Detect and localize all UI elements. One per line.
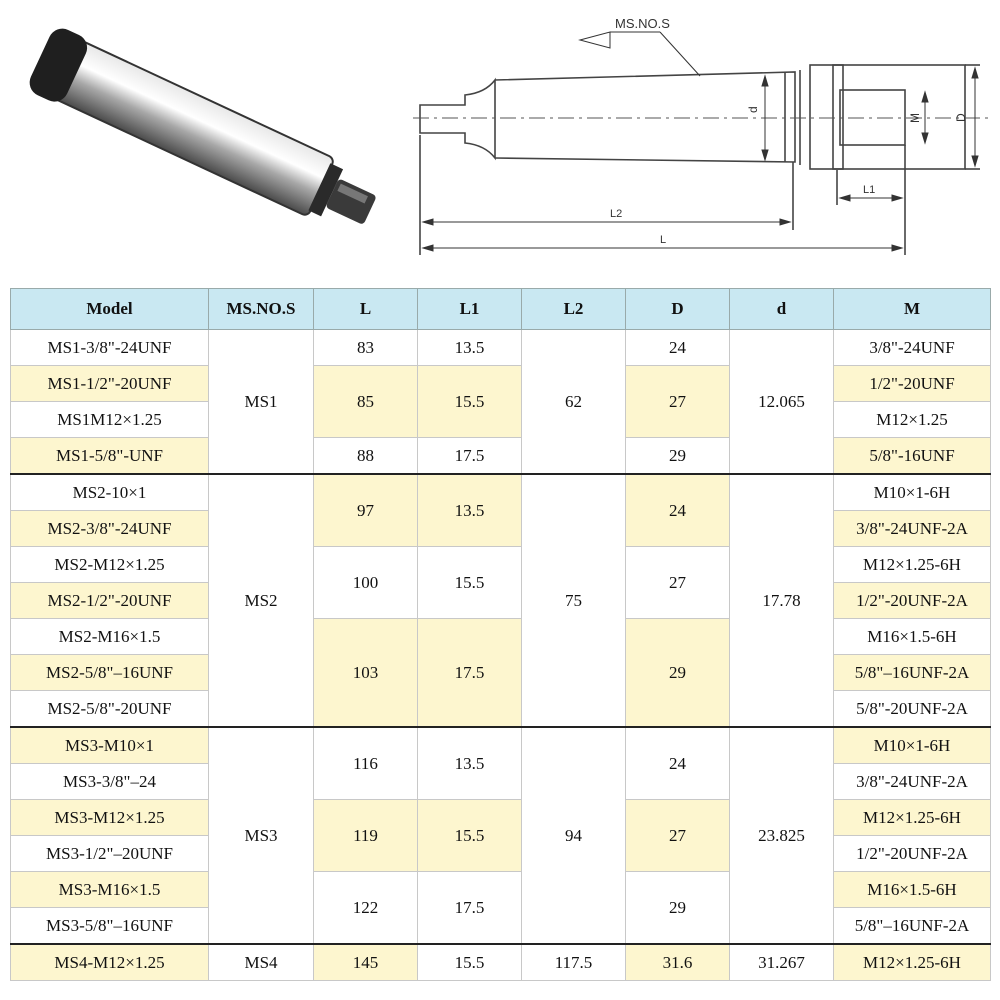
D-dim-label: D [954,113,968,122]
model-cell: MS3-M16×1.5 [11,872,209,908]
D-cell: 29 [626,872,730,945]
M-cell: M16×1.5-6H [834,872,991,908]
L1-cell: 15.5 [418,547,522,619]
header-model: Model [11,289,209,330]
L-cell: 116 [314,727,418,800]
L-dim-label: L [660,234,667,246]
L1-cell: 15.5 [418,366,522,438]
M-cell: M10×1-6H [834,474,991,511]
D-cell: 29 [626,438,730,475]
M-cell: 5/8"–16UNF-2A [834,655,991,691]
model-cell: MS3-3/8"–24 [11,764,209,800]
L1-cell: 13.5 [418,330,522,366]
L1-cell: 17.5 [418,619,522,728]
M-cell: 1/2"-20UNF [834,366,991,402]
model-cell: MS2-1/2"-20UNF [11,583,209,619]
L-cell: 83 [314,330,418,366]
D-cell: 27 [626,366,730,438]
spec-table [10,288,991,981]
L1-cell: 15.5 [418,800,522,872]
L-cell: 85 [314,366,418,438]
L2-cell: 94 [522,727,626,944]
model-cell: MS4-M12×1.25 [11,944,209,981]
L1-cell: 13.5 [418,727,522,800]
model-cell: MS2-10×1 [11,474,209,511]
L2-cell: 75 [522,474,626,727]
M-cell: 1/2"-20UNF-2A [834,583,991,619]
model-cell: MS1-3/8"-24UNF [11,330,209,366]
technical-drawing [405,10,995,265]
d-cell: 31.267 [730,944,834,981]
model-cell: MS1-1/2"-20UNF [11,366,209,402]
M-cell: 3/8"-24UNF-2A [834,511,991,547]
header-row [11,289,991,330]
M-cell: 5/8"-20UNF-2A [834,691,991,728]
D-cell: 24 [626,474,730,547]
header-L2: L2 [522,289,626,330]
L2-cell: 62 [522,330,626,475]
table-row [11,547,991,583]
L1-cell: 17.5 [418,438,522,475]
M-cell: M16×1.5-6H [834,619,991,655]
table-row [11,330,991,366]
header-D: D [626,289,730,330]
model-cell: MS1-5/8"-UNF [11,438,209,475]
header-d: d [730,289,834,330]
M-cell: M12×1.25 [834,402,991,438]
table-row [11,366,991,402]
d-cell: 23.825 [730,727,834,944]
header-L1: L1 [418,289,522,330]
ms-cell: MS2 [209,474,314,727]
M-cell: 5/8"-16UNF [834,438,991,475]
table-row [11,944,991,981]
L-cell: 145 [314,944,418,981]
L-cell: 100 [314,547,418,619]
M-cell: M12×1.25-6H [834,800,991,836]
ms-cell: MS3 [209,727,314,944]
L-cell: 119 [314,800,418,872]
ms-cell: MS4 [209,944,314,981]
ms-no-s-label: MS.NO.S [615,16,670,31]
ms-cell: MS1 [209,330,314,475]
M-cell: 1/2"-20UNF-2A [834,836,991,872]
D-cell: 29 [626,619,730,728]
L1-cell: 13.5 [418,474,522,547]
d-cell: 12.065 [730,330,834,475]
model-cell: MS3-1/2"–20UNF [11,836,209,872]
L1-dim-label: L1 [863,184,876,196]
L2-cell: 117.5 [522,944,626,981]
header-M: M [834,289,991,330]
L-cell: 88 [314,438,418,475]
L2-dim-label: L2 [610,208,623,220]
model-cell: MS3-M12×1.25 [11,800,209,836]
M-cell: 5/8"–16UNF-2A [834,908,991,945]
model-cell: MS2-5/8"-20UNF [11,691,209,728]
header-ms: MS.NO.S [209,289,314,330]
model-cell: MS2-3/8"-24UNF [11,511,209,547]
D-cell: 24 [626,727,730,800]
L1-cell: 17.5 [418,872,522,945]
table-row [11,872,991,908]
L1-cell: 15.5 [418,944,522,981]
d-cell: 17.78 [730,474,834,727]
table-row [11,474,991,511]
model-cell: MS2-M12×1.25 [11,547,209,583]
d-dim-label: d [746,106,760,113]
table-row [11,727,991,764]
table-row [11,438,991,475]
model-cell: MS3-M10×1 [11,727,209,764]
L-cell: 122 [314,872,418,945]
model-cell: MS2-M16×1.5 [11,619,209,655]
product-photo [10,20,390,260]
table-row [11,619,991,655]
L-cell: 97 [314,474,418,547]
D-cell: 27 [626,800,730,872]
D-cell: 24 [626,330,730,366]
M-cell: 3/8"-24UNF-2A [834,764,991,800]
header-L: L [314,289,418,330]
model-cell: MS3-5/8"–16UNF [11,908,209,945]
M-cell: M12×1.25-6H [834,547,991,583]
M-dim-label: M [908,113,922,123]
model-cell: MS1M12×1.25 [11,402,209,438]
M-cell: M12×1.25-6H [834,944,991,981]
M-cell: 3/8"-24UNF [834,330,991,366]
D-cell: 31.6 [626,944,730,981]
model-cell: MS2-5/8"–16UNF [11,655,209,691]
L-cell: 103 [314,619,418,728]
table-row [11,800,991,836]
D-cell: 27 [626,547,730,619]
M-cell: M10×1-6H [834,727,991,764]
